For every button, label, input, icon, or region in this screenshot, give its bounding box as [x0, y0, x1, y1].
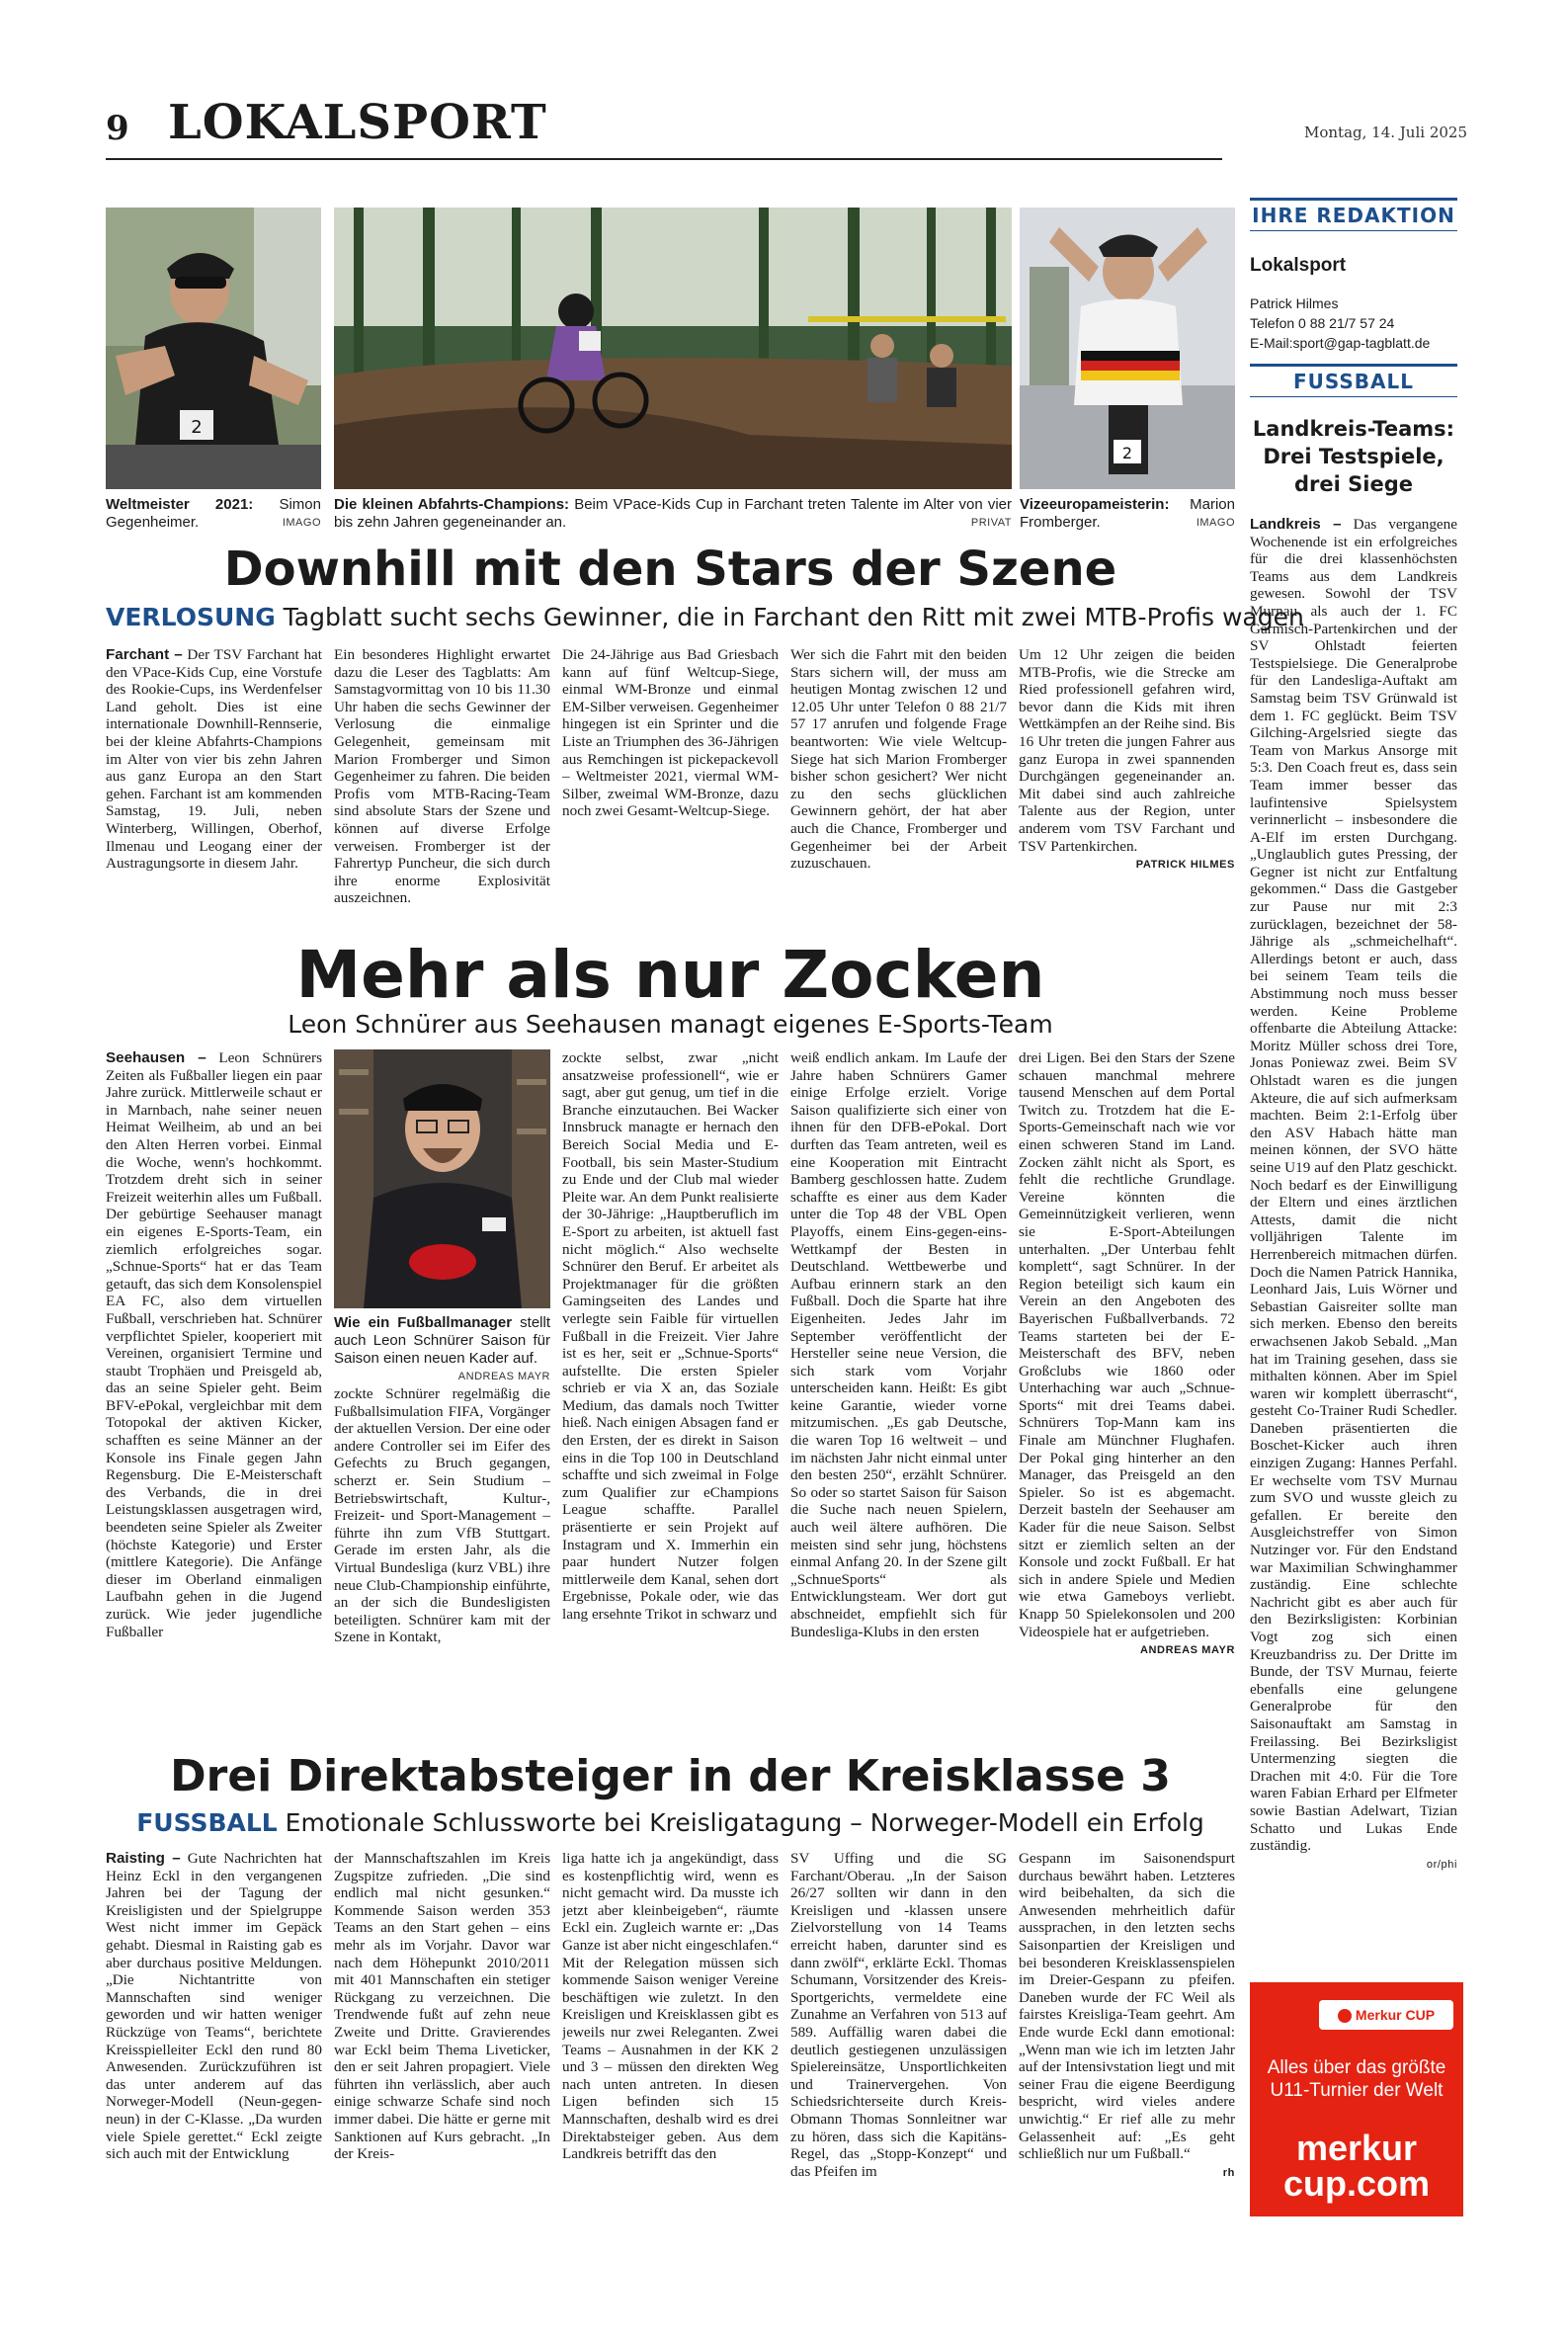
subline-verlosung: VERLOSUNG Tagblatt sucht sechs Gewinner, die in Farchant den Ritt mit zwei MTB-Profis wagen	[106, 603, 1304, 631]
subline-fussball: FUSSBALL Emotionale Schlussworte bei Kreisligatagung – Norweger-Modell ein Erfolg	[136, 1808, 1204, 1837]
sidebar-contact-name: Patrick Hilmes	[1250, 295, 1339, 311]
subline-esports: Leon Schnürer aus Seehausen managt eigenes E-Sports-Team	[288, 1010, 1053, 1039]
article1-col3: Die 24-Jährige aus Bad Griesbach kann auf fünf Weltcup-Siege, einmal WM-Bronze und einmal EM-Silber verweisen. Gegenheimer hingegen ist ein Sprinter und die Liste an Triumphen des 36-Jährigen aus Remchingen ist pickepackevoll – Weltmeister 2021, viermal WM-Silber, zweimal WM-Bronze, dazu noch zwei Gesamt-Weltcup-Siege.	[562, 646, 779, 820]
author-hilmes: PATRICK HILMES	[1135, 859, 1235, 872]
sidebar-headline: Landkreis-Teams: Drei Testspiele, drei Siege	[1252, 417, 1455, 496]
photo-fromberger	[1020, 208, 1235, 489]
article3-col1: Raisting – Gute Nachrichten hat Heinz Eckl in den vergangenen Jahren bei der Tagung der Kreisligisten und der Spielgruppe West nicht immer im Gepäck gehabt. Diesmal in Raisting gab es aber durchaus positive Meldungen. „Die Nichtantritte von Mannschaften sind weniger geworden und wir hatten weniger Rückzüge von Teams“, berichtete Kreisspielleiter Eckl den rund 80 Anwesenden. Zurückzuführen ist das unter anderem auf das Norweger-Modell (Neun-gegen-neun) in der C-Klasse. „Da wurden viele Spiele gerettet.“ Eckl zeigte sich auch mit der Entwicklung	[106, 1850, 322, 2163]
section-title: LOKALSPORT	[168, 95, 547, 150]
sidebar-contact-email: E-Mail:sport@gap-tagblatt.de	[1250, 335, 1431, 351]
article2-col3: zockte selbst, zwar „nicht ansatzweise professionell“, wie er sagt, aber gut genug, um tief in die Branche einzutauchen. Bei Wacker Innsbruck managte er hernach den Bereich Social Media und E-Football, bis sein Master-Studium zu Ende und der Club mal wieder Pleite war. An dem Punkt realisierte der 30-Jährige: „Hauptberuflich im E-Sport zu arbeiten, ist aktuell fast nicht möglich.“ Also wechselte Schnürer den Beruf. Er arbeitet als Projektmanager für die größten Gamingseiten des Landes und verlegte sein Faible für virtuellen Fußball in die Freizeit. Vier Jahre ist es her, seit er „Schnue-Sports“ aufstellte. Die ersten Spieler schrieb er via X an, das Soziale Medium, das damals noch Twitter hieß. Nach einigen Absagen fand er den Ersten, der es direkt in Saison eins in die Top 100 in Deutschland schaffte und sich zweimal in Folge zum Qualifier zur eChampions League schaffte. Parallel präsentierte er sein Projekt auf Instagram und X. Immerhin ein paar hundert Nutzer folgen mittlerweile dem Kanal, sehen dort Ergebnisse, Pokale oder, wie das lang ersehnte Trikot in schwarz und	[562, 1049, 779, 1623]
headline-kreisklasse: Drei Direktabsteiger in der Kreisklasse 3	[170, 1751, 1171, 1801]
article3-col3: liga hatte ich ja angekündigt, dass es kostenpflichtig wird, wenn es nicht gemacht wird. Da musste ich jetzt aber kleinbeigeben“, räumte Eckl ein. Zugleich warnte er: „Das Ganze ist aber nicht eingeschlafen.“ Mit der Relegation müssen sich kommende Saison weniger Vereine beschäftigen wie zuletzt. In den Kreisligen und Kreisklassen gibt es jeweils nur zwei Releganten. Zwei Teams – Ausnahmen in der KK 2 und 3 – müssen den direkten Weg nach unten antreten. In diesen Ligen befinden sich 15 Mannschaften, deshalb wird es drei Direktabsteiger geben. Aus dem Landkreis betrifft das den	[562, 1850, 779, 2163]
author-orphi: or/phi	[1426, 1858, 1457, 1871]
page-number: 9	[106, 109, 129, 148]
article2-col5: drei Ligen. Bei den Stars der Szene schauen manchmal mehrere tausend Menschen auf dem Portal Twitch zu. Trotzdem hat die E-Sports-Gemeinschaft nach wie vor einen schweren Stand im Land. Zocken zählt nicht als Sport, es fehlt die rechtliche Grundlage. Vereine könnten die Gemeinnützigkeit verlieren, wenn sie E-Sport-Abteilungen unterhalten. „Der Unterbau fehlt komplett“, sagt Schnürer. In der Region beteiligt sich kaum ein Verein an den Angeboten des Bayerischen Fußballverbands. 72 Teams starteten bei der E-Meisterschaft des BFV, neben Großclubs wie 1860 oder Unterhaching war auch „Schnue-Sports“ mit drei Teams dabei. Schnürers Top-Mann kam ins Finale am Münchner Flughafen. Der Pokal ging hinterher an den Manager, das Preisgeld an den Spieler. So ist es abgemacht. Derzeit basteln der Seehauser am Kader für die neue Saison. Selbst sitzt er ziemlich selten an der Konsole und zockt Fußball. Er hat sich in andere Spiele und Medien wie etwa Gameboys verliebt. Knapp 50 Spielekonsolen und 200 Videospiele hat er aufgetrieben. ANDREAS MAYR	[1019, 1049, 1235, 1724]
ad-badge: Merkur CUP	[1319, 2000, 1453, 2030]
caption-fromberger: Vizeeuropameisterin: Marion Fromberger. IMAGO	[1020, 496, 1235, 531]
article1-col1: Farchant – Der TSV Farchant hat den VPace-Kids Cup, eine Vorstufe des Rookie-Cups, ins Werdenfelser Land geholt. Dies ist eine internationale Downhill-Rennserie, bei der kleine Abfahrts-Champions im Alter von vier bis zehn Jahren aus ganz Europa an den Start gehen. Farchant ist am kommenden Samstag, 19. Juli, neben Winterberg, Willingen, Oberhof, Ilmenau und Leogang einer der Austragungsorte in diesem Jahr.	[106, 646, 322, 873]
sidebar-fussball-label: FUSSBALL	[1250, 364, 1457, 397]
article2-col2: zockte Schnürer regelmäßig die Fußballsimulation FIFA, Vorgänger der aktuellen Version. Der eine oder andere Controller sei im Eifer des Gefechts zu Bruch gegangen, scherzt er. Sein Studium – Betriebswirtschaft, Kultur-, Freizeit- und Sport-Management – führte ihn zum VfB Stuttgart. Gerade im ersten Jahr, als die Virtual Bundesliga (kurz VBL) ihre neue Club-Championship einführte, an der sich die Bundesligisten beteiligten. Schnürer kam mit der Szene in Kontakt,	[334, 1385, 550, 1646]
svg-text:2: 2	[1121, 444, 1133, 462]
credit-privat: PRIVAT	[970, 517, 1012, 529]
ad-logo-line1: merkur	[1295, 2128, 1418, 2168]
article2-col4: weiß endlich ankam. Im Laufe der Jahre haben Schnürers Gamer einige Erfolge erzielt. Vorige Saison qualifizierte sich einer von ihnen für den DFB-ePokal. Dort durften das Team antreten, weil es eine Kooperation mit Eintracht Bamberg geschlossen hatte. Zudem schaffte es einer aus dem Kader unter die Top 48 der VBL Open Playoffs, einem Eins-gegen-eins-Wettkampf der Besten in Deutschland. Wettbewerbe und Aufbau erinnern stark an den Fußball. Doch die Sparte hat ihre Eigenheiten. Jedes Jahr im September veröffentlicht der Hersteller seine neue Version, die sich stark vom Vorjahr unterscheiden kann. Heißt: Es gibt keine Garantie, wieder vorne mitzumischen. „Es gab Deutsche, die waren Top 16 weltweit – und im nächsten Jahr nicht einmal unter den besten 250“, erzählt Schnürer. So oder so startet Saison für Saison die Suche nach neuen Spielern, auch weil ältere aufhören. Die meisten sind sehr jung, höchstens einmal Anfang 20. In der Szene gilt „SchnueSports“ als Entwicklungsteam. Wer dort gut abschneidet, empfiehlt sich für Bundesliga-Klubs in den ersten	[790, 1049, 1007, 1640]
svg-text:2: 2	[191, 417, 203, 438]
issue-date: Montag, 14. Juli 2025	[1304, 124, 1467, 141]
credit-imago-left: IMAGO	[282, 517, 321, 529]
caption-kids-cup: Die kleinen Abfahrts-Champions: Beim VPace-Kids Cup in Farchant treten Talente im Alter von vier bis zehn Jahren gegeneinander an. PRIVAT	[334, 496, 1012, 531]
caption-gegenheimer: Weltmeister 2021: Simon Gegenheimer. IMAGO	[106, 496, 321, 531]
photo-gegenheimer	[106, 208, 321, 489]
caption-schnuerer: Wie ein Fußballmanager stellt auch Leon Schnürer Saison für Saison einen neuen Kader auf. ANDREAS MAYR	[334, 1314, 550, 1385]
article2-col1: Seehausen – Leon Schnürers Zeiten als Fußballer liegen ein paar Jahre zurück. Mittlerweile schaut er in Marnbach, nahe seiner neuen Heimat Weilheim, ab und an bei den Alten Herren vorbei. Einmal die Woche, wenn's hochkommt. Trotzdem dreht sich in seiner Freizeit weiterhin alles um Fußball. Der gebürtige Seehauser managt ein eigenes E-Sports-Team, ein ziemlich erfolgreiches sogar. „Schnue-Sports“ hat er das Team getauft, das sich dem Konsolenspiel EA FC, also dem virtuellen Fußball, verschrieben hat. Schnürer verpflichtet Spieler, kooperiert mit Vereinen, organisiert Termine und staubt Trophäen und Preisgeld ab, das an seine Spieler geht. Beim BFV-ePokal, vergleichbar mit dem Totopokal der aktiven Kicker, schafften es seine Männer an der Konsole ins Finale gegen Jahn Regensburg. Die E-Meisterschaft des Verbands, die in drei Leistungsklassen ausgetragen wird, beendeten seine Spieler als Zweiter (höchste Kategorie) und Erster (mittlere Kategorie). Die Anfänge dieser im Oberland einmaligen Laufbahn gehen in die Jugend zurück. Wie jeder jugendliche Fußballer	[106, 1049, 322, 1640]
sidebar-contact-phone: Telefon 0 88 21/7 57 24	[1250, 315, 1395, 331]
credit-mayr: ANDREAS MAYR	[457, 1371, 550, 1382]
author-rh: rh	[1222, 2166, 1235, 2179]
article3-col2: der Mannschaftszahlen im Kreis Zugspitze zufrieden. „Die sind endlich mal nicht gesunken.“ Kommende Saison werden 353 Teams an den Start gehen – eins mehr als im Vorjahr. Davor war nach dem Höhepunkt 2010/2011 mit 401 Mannschaften ein stetiger Rückgang zu verzeichnen. Die Trendwende fußt auf zehn neue Zweite und Dritte. Gravierendes war Eckl beim Thema Liveticker, den er seit Jahren propagiert. Viele führten ihn verlässlich, aber auch einige schwarze Schafe sind noch immer dabei. Die hätte er gerne mit Sanktionen auf Kurs gebracht. „In der Kreis-	[334, 1850, 550, 2163]
header-rule	[106, 158, 1222, 160]
sidebar-redaktion-title: Lokalsport	[1250, 255, 1347, 276]
ad-merkur-cup[interactable]	[1250, 1982, 1463, 2216]
article1-col5: Um 12 Uhr zeigen die beiden MTB-Profis, wie die Strecke am Ried professionell gefahren wird, bevor dann die Kids mit ihren Wettkämpfen an der Reihe sind. Bis 16 Uhr treten die jungen Fahrer aus ganz Europa in zwei spannenden Durchgängen gegeneinander an. Mit dabei sind auch zahlreiche Talente aus der Region, unter anderem vom TSV Farchant und TSV Partenkirchen. PATRICK HILMES	[1019, 646, 1235, 905]
author-mayr: ANDREAS MAYR	[1139, 1644, 1235, 1657]
soccer-ball-icon	[1338, 2009, 1352, 2023]
sidebar-text: Landkreis – Das vergangene Wochenende ist ein erfolgreiches für die drei klassenhöchsten Teams aus dem Landkreis gewesen. Sowohl der TSV Murnau als auch der 1. FC Garmisch-Partenkirchen und der SV Ohlstadt feierten Testspielsiege. Die Generalprobe für den Landesliga-Auftakt am Samstag beim TSV Grünwald ist dem 1. FC geglückt. Beim TSV Gilching-Argelsried siegte das Team von Markus Ansorge mit 5:3. Den Coach freut es, dass sein Team immer besser das laufintensive Spielsystem verinnerlicht – insbesondere die A-Elf im ersten Durchgang. „Unglaublich gutes Pressing, der Gegner ist nicht zur Entfaltung gekommen.“ Dass die Gastgeber zur Pause nur mit 2:3 zurücklagen, bezeichnet der 58-Jährige als „schmeichelhaft“. Allerdings betont er auch, dass bei seinem Team teils die Abstimmung noch muss besser werden. Keine Probleme offenbarte die Abteilung Attacke: Moritz Müller schoss drei Tore, Jonas Poniewaz zwei. Beim SV Ohlstadt waren es die jungen Akteure, die auf sich aufmerksam machten. Beim 2:1-Erfolg über den ASV Habach hätte man meinen können, der SVO hätte seine U19 auf den Platz geschickt. Noch bedarf es der Einwilligung der Eltern und eines ärztlichen Attests, damit die nicht volljährigen Talente im Herrenbereich mitmachen dürfen. Doch die Namen Patrick Hannika, Leonhard Jais, Luis Wörner und Sebastian Gaisreiter sollte man sich merken. Ebenso den bereits erwachsenen Jakob Sebald. „Man hat im Training gesehen, dass sie mithalten können. Aber im Spiel waren wir komplett überrascht“, gesteht Co-Trainer Rudi Schedler. Daneben präsentierten die Boschet-Kicker auch ihren einzigen Zugang: Hannes Perfahl. Er wechselte vom TSV Murnau zum SVO und wusste gleich zu gefallen. Er bereite den Ausgleichstreffer von Simon Nutzinger vor. Für den Endstand war Maximilian Schwinghammer zuständig. Eine schlechte Nachricht gibt es aber auch für den Bezirksligisten: Korbinian Vogt zog sich einen Kreuzbandriss zu. Der Dritte im Bunde, der TSV Murnau, feierte ebenfalls eine gelungene Generalprobe für den Saisonauftakt am Samstag in Freilassing. Bei Bezirksligist Untermenzing siegten die Drachen mit 4:0. Für die Tore waren Fabian Erhard per Elfmeter sowie Bastian Adelwart, Tizian Schatto und Lukas Ende zuständig. or/phi	[1250, 516, 1457, 1947]
ad-text: Alles über das größte U11-Turnier der Welt	[1267, 2057, 1446, 2101]
article3-col5: Gespann im Saisonendspurt durchaus bewährt haben. Letzteres wird beibehalten, da sich die Anwesenden mehrheitlich dafür aussprachen, in den letzten sechs Saisonpartien der Kreisligen und bei besonderen Kreisklassenspielen im Dreier-Gespann zu pfeifen. Daneben wurde der FC Weil als fairstes Kreisliga-Team geehrt. Am Ende wurde Eckl dann emotional: „Wenn man wie ich im letzten Jahr auf der Intensivstation liegt und mit seiner Frau die eigene Beerdigung bespricht, wird vieles andere unwichtig.“ Er rief alle zu mehr Gelassenheit auf: „Es geht schließlich nur um Fußball.“ rh	[1019, 1850, 1235, 2217]
photo-schnuerer	[334, 1049, 550, 1308]
sidebar-redaktion-label: IHRE REDAKTION	[1250, 198, 1457, 231]
article1-col4: Wer sich die Fahrt mit den beiden Stars sichern will, der muss am heutigen Montag zwischen 12 und 12.05 Uhr unter Telefon 0 88 21/7 57 17 anrufen und folgende Frage beantworten: Wie viele Weltcup-Siege hat sich Marion Fromberger bisher schon gesichert? Wer nicht zu den sechs glücklichen Gewinnern gehört, der hat aber auch die Chance, Fromberger und Gegenheimer bei der Arbeit zuzuschauen.	[790, 646, 1007, 873]
ad-logo-line2: cup.com	[1282, 2163, 1431, 2204]
kicker-fussball: FUSSBALL	[136, 1808, 278, 1837]
headline-downhill: Downhill mit den Stars der Szene	[223, 542, 1117, 597]
article1-col2: Ein besonderes Highlight erwartet dazu die Leser des Tagblatts: Am Samstagvormittag von 10 bis 11.30 Uhr haben die sechs Gewinner der Verlosung die einmalige Gelegenheit, gemeinsam mit Marion Fromberger und Simon Gegenheimer zu fahren. Die beiden Profis vom MTB-Racing-Team sind absolute Stars der Szene und können auf diverse Erfolge verweisen. Fromberger ist der Fahrertyp Puncheur, die sich durch ihre enorme Explosivität auszeichnen.	[334, 646, 550, 905]
credit-imago-right: IMAGO	[1196, 517, 1235, 529]
kicker-verlosung: VERLOSUNG	[106, 603, 276, 631]
headline-zocken: Mehr als nur Zocken	[295, 937, 1045, 1013]
article3-col4: SV Uffing und die SG Farchant/Oberau. „In der Saison 26/27 sollten wir dann in den Kreisligen und -klassen unsere Zielvorstellung von 14 Teams erreicht haben, darunter sind es dann zwölf“, erklärte Eckl. Thomas Schumann, Vorsitzender des Kreis-Sportgerichts, vermeldete eine Zunahme an Verfahren von 513 auf 589. Auffällig waren dabei die deutlich gestiegenen unzulässigen Spielereinsätze, Unsportlichkeiten und Trainervergehen. Von Schiedsrichterseite durch Kreis-Obmann Thomas Sonnleitner war zu hören, dass sich die Kapitäns-Regel, das „Stopp-Konzept“ und das Pfeifen im	[790, 1850, 1007, 2180]
photo-kids-cup	[334, 208, 1012, 489]
